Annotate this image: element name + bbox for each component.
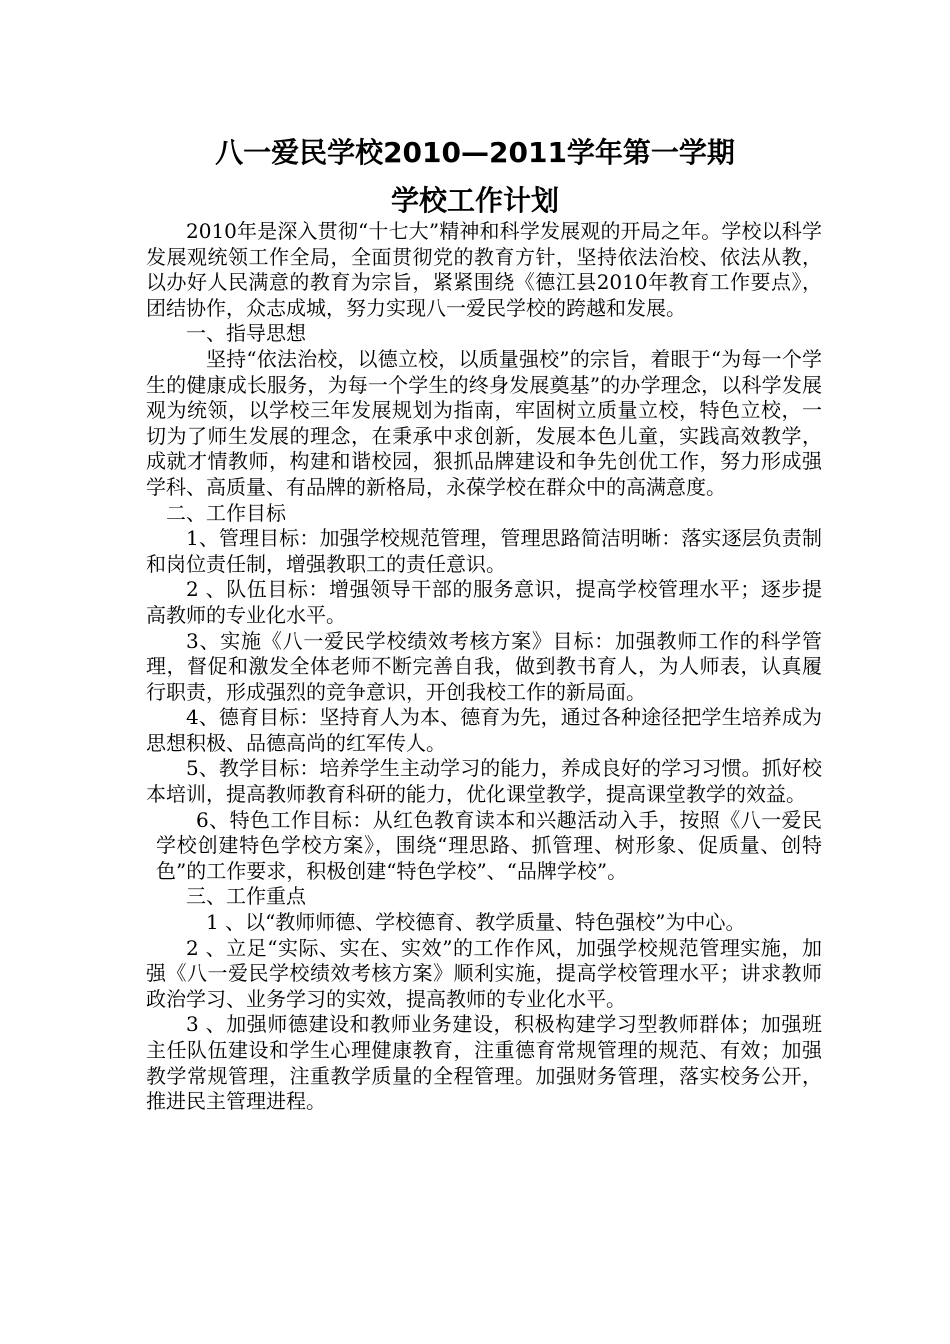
document-title-line1: 八一爱民学校2010—2011学年第一学期 (215, 136, 735, 169)
section-heading-work-focus: 三、工作重点 (186, 884, 306, 909)
goal-item-5: 5、教学目标：培养学生主动学习的能力，养成良好的学习习惯。抓好校本培训，提高教师教育科研的能力，优化课堂教学，提高课堂教学的效益。 (146, 756, 822, 807)
intro-paragraph: 2010年是深入贯彻“十七大”精神和科学发展观的开局之年。学校以科学发展观统领工作全局，全面贯彻党的教育方针，坚持依法治校、依法从教，以办好人民满意的教育为宗旨，紧紧围绕《德江县2010年教育工作要点》，团结协作，众志成城，努力实现八一爱民学校的跨越和发展。 (146, 219, 822, 320)
goal-item-6: 6、特色工作目标：从红色教育读本和兴趣活动入手，按照《八一爱民学校创建特色学校方案》，围绕“理思路、抓管理、树形象、促质量、创特色”的工作要求，积极创建“特色学校”、“品牌学校”。 (156, 807, 822, 883)
goal-item-4: 4、德育目标：坚持育人为本、德育为先，通过各种途径把学生培养成为思想积极、品德高尚的红军传人。 (146, 705, 822, 755)
document-body (146, 219, 822, 1115)
section-heading-guiding-ideology: 一、指导思想 (186, 321, 306, 346)
focus-item-3: 3 、加强师德建设和教师业务建设，积极构建学习型教师群体；加强班主任队伍建设和学生心理健康教育，注重德育常规管理的规范、有效；加强教学常规管理，注重教学质量的全程管理。加强财务管理，落实校务公开，推进民主管理进程。 (146, 1012, 822, 1114)
goal-item-1: 1、管理目标：加强学校规范管理，管理思路简洁明晰：落实逐层负责制和岗位责任制，增强教职工的责任意识。 (146, 526, 822, 576)
guiding-ideology-paragraph: 坚持“依法治校，以德立校，以质量强校”的宗旨，着眼于“为每一个学生的健康成长服务，为每一个学生的终身发展奠基”的办学理念，以科学发展观为统领，以学校三年发展规划为指南，牢固树立质量立校，特色立校，一切为了师生发展的理念，在秉承中求创新，发展本色儿童，实践高效教学，成就才情教师，构建和谐校园，狠抓品牌建设和争先创优工作，努力形成强学科、高质量、有品牌的新格局，永葆学校在群众中的高满意度。 (146, 346, 822, 499)
goal-item-2: 2 、队伍目标：增强领导干部的服务意识，提高学校管理水平；逐步提高教师的专业化水平。 (146, 577, 822, 627)
section-heading-work-goals: 二、工作目标 (166, 500, 286, 525)
focus-item-2: 2 、立足“实际、实在、实效”的工作作风，加强学校规范管理实施，加强《八一爱民学校绩效考核方案》顺利实施，提高学校管理水平；讲求教师政治学习、业务学习的实效，提高教师的专业化水平。 (146, 935, 822, 1011)
document-title-line2: 学校工作计划 (390, 184, 559, 217)
focus-item-1: 1 、以“教师师德、学校德育、教学质量、特色强校”为中心。 (206, 910, 746, 935)
goal-item-3: 3、实施《八一爱民学校绩效考核方案》目标：加强教师工作的科学管理，督促和激发全体老师不断完善自我，做到教书育人，为人师表，认真履行职责，形成强烈的竞争意识，开创我校工作的新局面。 (146, 628, 822, 704)
